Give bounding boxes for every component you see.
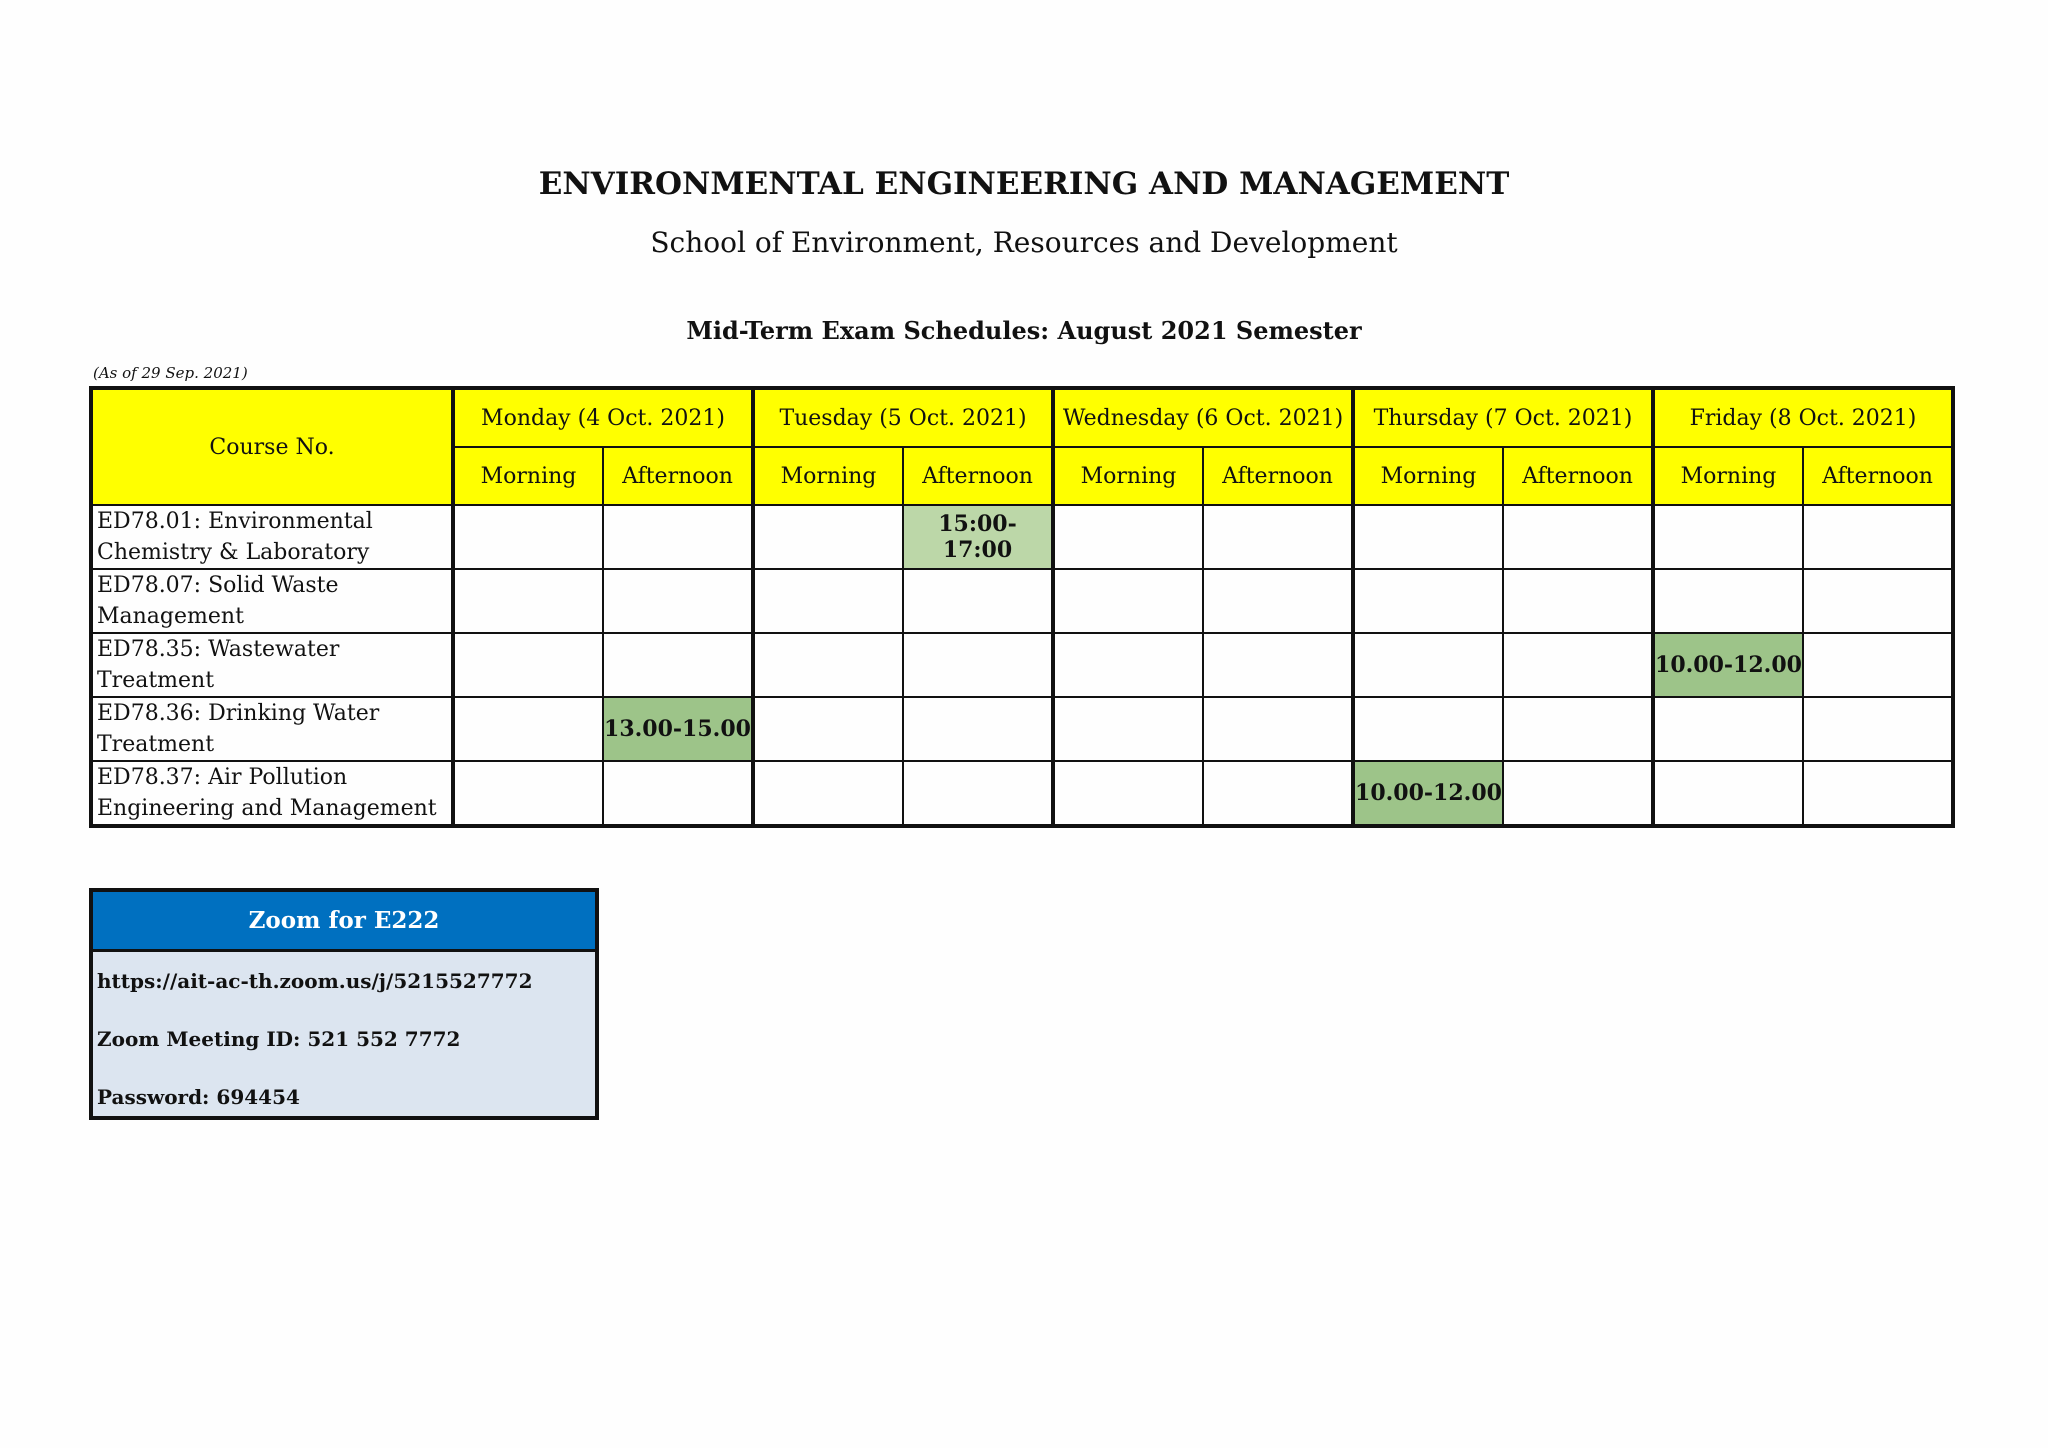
slot-cell (753, 761, 903, 826)
slot-cell (453, 697, 603, 761)
slot-cell (603, 569, 753, 633)
schedule-heading: Mid-Term Exam Schedules: August 2021 Semester (686, 316, 1362, 345)
slot-header-morning: Morning (753, 447, 903, 505)
slot-cell (1353, 505, 1503, 569)
slot-cell (1653, 697, 1803, 761)
slot-cell (1053, 697, 1203, 761)
page-title: ENVIRONMENTAL ENGINEERING AND MANAGEMENT (538, 166, 1510, 202)
slot-cell (1803, 505, 1953, 569)
slot-header-morning: Morning (1353, 447, 1503, 505)
day-header-thursday: Thursday (7 Oct. 2021) (1353, 388, 1653, 447)
slot-cell (453, 569, 603, 633)
day-header-wednesday: Wednesday (6 Oct. 2021) (1053, 388, 1353, 447)
slot-cell (1053, 569, 1203, 633)
slot-cell (1803, 569, 1953, 633)
slot-cell (1653, 761, 1803, 826)
course-line: Engineering and Management (97, 796, 437, 821)
slot-cell (753, 633, 903, 697)
zoom-box-title: Zoom for E222 (93, 892, 595, 952)
course-line: ED78.35: Wastewater Treatment (97, 637, 340, 693)
slot-cell (1803, 697, 1953, 761)
slot-cell (1053, 505, 1203, 569)
exam-time-cell: 10.00-12.00 (1353, 761, 1503, 826)
slot-cell (603, 761, 753, 826)
slot-header-morning: Morning (453, 447, 603, 505)
slot-cell (1203, 505, 1353, 569)
day-header-friday: Friday (8 Oct. 2021) (1653, 388, 1953, 447)
course-cell (91, 505, 453, 569)
exam-time-cell: 10.00-12.00 (1653, 633, 1803, 697)
slot-cell (453, 761, 603, 826)
slot-cell (1053, 633, 1203, 697)
slot-cell (1353, 697, 1503, 761)
slot-header-morning: Morning (1053, 447, 1203, 505)
course-line: ED78.01: Environmental (97, 509, 373, 534)
slot-cell (1203, 633, 1353, 697)
slot-cell (1203, 761, 1353, 826)
course-line: ED78.07: Solid Waste (97, 573, 339, 598)
slot-cell (903, 633, 1053, 697)
day-header-tuesday: Tuesday (5 Oct. 2021) (753, 388, 1053, 447)
slot-cell (1503, 697, 1653, 761)
slot-header-afternoon: Afternoon (1803, 447, 1953, 505)
slot-cell (1053, 761, 1203, 826)
slot-cell (1803, 761, 1953, 826)
slot-cell (903, 697, 1053, 761)
slot-cell (1503, 569, 1653, 633)
slot-cell (603, 633, 753, 697)
slot-cell (1353, 569, 1503, 633)
course-line: Management (97, 604, 244, 629)
exam-time-cell: 13.00-15.00 (603, 697, 753, 761)
slot-header-afternoon: Afternoon (1503, 447, 1653, 505)
table-row (91, 697, 1953, 761)
as-of-date: (As of 29 Sep. 2021) (93, 364, 248, 382)
slot-header-afternoon: Afternoon (603, 447, 753, 505)
slot-cell (753, 505, 903, 569)
course-cell (91, 697, 453, 761)
table-row (91, 505, 1953, 569)
course-line: ED78.37: Air Pollution (97, 765, 348, 790)
slot-cell (1653, 569, 1803, 633)
slot-cell (1503, 505, 1653, 569)
slot-cell (753, 569, 903, 633)
slot-cell (1353, 633, 1503, 697)
slot-cell (603, 505, 753, 569)
slot-cell (1803, 633, 1953, 697)
course-cell (91, 569, 453, 633)
course-line: ED78.36: Drinking Water (97, 701, 380, 726)
slot-header-afternoon: Afternoon (1203, 447, 1353, 505)
header-row-days (91, 388, 1953, 447)
school-name: School of Environment, Resources and Development (650, 226, 1398, 259)
slot-cell (453, 633, 603, 697)
course-line: Treatment (97, 732, 215, 757)
day-header-monday: Monday (4 Oct. 2021) (453, 388, 753, 447)
course-no-header: Course No. (91, 388, 453, 505)
zoom-link[interactable]: https://ait-ac-th.zoom.us/j/5215527772 (97, 969, 533, 993)
table-row (91, 633, 1953, 697)
table-row (91, 761, 1953, 826)
course-line: Chemistry & Laboratory (97, 540, 370, 565)
slot-cell (903, 761, 1053, 826)
zoom-meeting-id: Zoom Meeting ID: 521 552 7772 (97, 1027, 461, 1051)
slot-header-afternoon: Afternoon (903, 447, 1053, 505)
slot-cell (753, 697, 903, 761)
zoom-password: Password: 694454 (97, 1085, 300, 1109)
slot-cell (1503, 761, 1653, 826)
slot-cell (453, 505, 603, 569)
course-cell (91, 761, 453, 826)
slot-cell (1653, 505, 1803, 569)
slot-cell (1203, 569, 1353, 633)
slot-header-morning: Morning (1653, 447, 1803, 505)
exam-schedule-table (89, 386, 1955, 828)
slot-cell (1203, 697, 1353, 761)
course-cell (91, 633, 453, 697)
slot-cell (903, 569, 1053, 633)
table-row (91, 569, 1953, 633)
exam-time-cell: 15:00-17:00 (903, 505, 1053, 569)
zoom-info-box (89, 888, 599, 1120)
slot-cell (1503, 633, 1653, 697)
